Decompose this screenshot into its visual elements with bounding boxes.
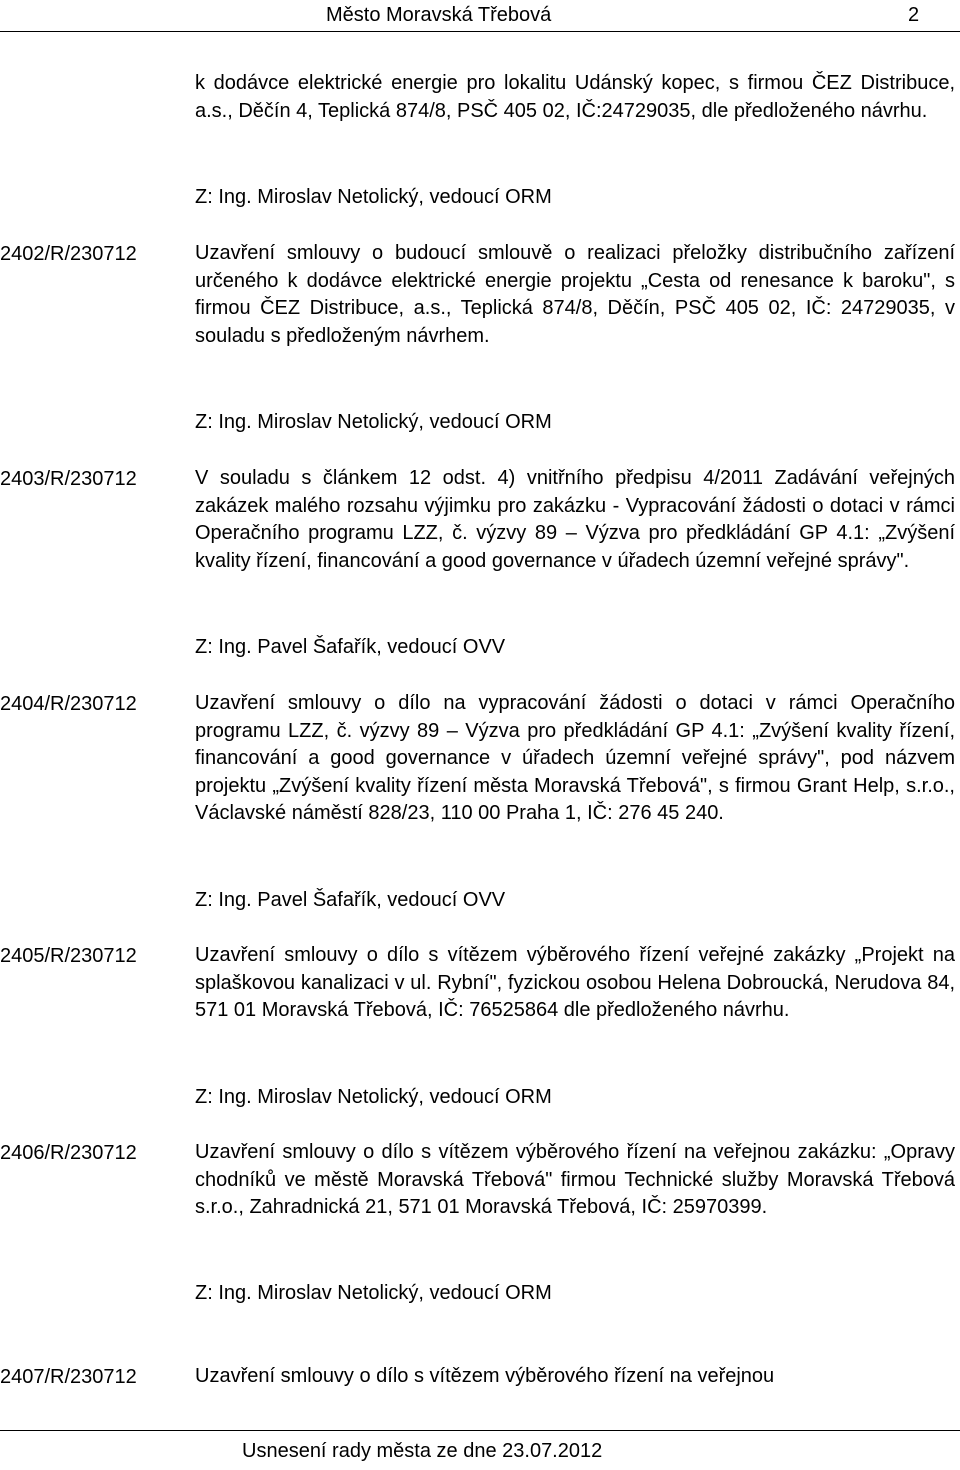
intro-responsible: Z: Ing. Miroslav Netolický, vedoucí ORM [195, 186, 552, 208]
resolution-number: 2405/R/230712 [0, 945, 137, 967]
resolution-text: Uzavření smlouvy o dílo s vítězem výběrového řízení na veřejnou zakázku: „Opravy chodníků ve městě Moravská Třebová" firmou Technické služby Moravská Třebová s.r.o., Zahradnická 21, 571 01 Moravská Třebová, IČ: 25970399. [195, 1141, 955, 1218]
resolution-text: Uzavření smlouvy o dílo s vítězem výběrového řízení na veřejnou [195, 1365, 775, 1387]
resolution-number: 2404/R/230712 [0, 693, 137, 715]
resolution-text: Uzavření smlouvy o budoucí smlouvě o realizaci přeložky distribučního zařízení určeného k dodávce elektrické energie projektu „Cesta od renesance k baroku", s firmou ČEZ Distribuce, a.s., Teplická 874/8, Děčín, PSČ 405 02, IČ: 24729035, v souladu s předloženým návrhem. [195, 242, 955, 347]
resolution-number: 2406/R/230712 [0, 1142, 137, 1164]
resolution-number: 2403/R/230712 [0, 468, 137, 490]
header-title: Město Moravská Třebová [326, 4, 552, 26]
footer-text: Usnesení rady města ze dne 23.07.2012 [242, 1440, 603, 1462]
resolution-text: V souladu s článkem 12 odst. 4) vnitřního předpisu 4/2011 Zadávání veřejných zakázek malého rozsahu výjimku pro zakázku - Vypracování žádosti o dotaci v rámci Operačního programu LZZ, č. výzvy 89 – Výzva pro předkládání GP 4.1: „Zvýšení kvality řízení, financování a good governance v úřadech územní veřejné správy". [195, 467, 955, 572]
intro-text: k dodávce elektrické energie pro lokalitu Udánský kopec, s firmou ČEZ Distribuce, a.s., Děčín 4, Teplická 874/8, PSČ 405 02, IČ:24729035, dle předloženého návrhu. [195, 72, 955, 122]
resolution-text: Uzavření smlouvy o dílo s vítězem výběrového řízení veřejné zakázky „Projekt na splaškovou kanalizaci v ul. Rybní", fyzickou osobou Helena Dobroucká, Nerudova 84, 571 01 Moravská Třebová, IČ: 76525864 dle předloženého návrhu. [195, 944, 955, 1021]
resolution-number: 2407/R/230712 [0, 1366, 137, 1388]
resolution-responsible: Z: Ing. Pavel Šafařík, vedoucí OVV [195, 889, 506, 911]
resolution-responsible: Z: Ing. Miroslav Netolický, vedoucí ORM [195, 1086, 552, 1108]
resolution-responsible: Z: Ing. Miroslav Netolický, vedoucí ORM [195, 411, 552, 433]
resolution-number: 2402/R/230712 [0, 243, 137, 265]
resolution-responsible: Z: Ing. Pavel Šafařík, vedoucí OVV [195, 636, 506, 658]
page-number: 2 [908, 4, 920, 26]
resolution-text: Uzavření smlouvy o dílo na vypracování žádosti o dotaci v rámci Operačního programu LZZ, č. výzvy 89 – Výzva pro předkládání GP 4.1: „Zvýšení kvality řízení, financování a good governance v úřadech územní veřejné správy", pod názvem projektu „Zvýšení kvality řízení města Moravská Třebová", s firmou Grant Help, s.r.o., Václavské náměstí 828/23, 110 00 Praha 1, IČ: 276 45 240. [195, 692, 955, 824]
page-footer [0, 1430, 960, 1470]
page-header [0, 0, 960, 32]
resolution-responsible: Z: Ing. Miroslav Netolický, vedoucí ORM [195, 1282, 552, 1304]
